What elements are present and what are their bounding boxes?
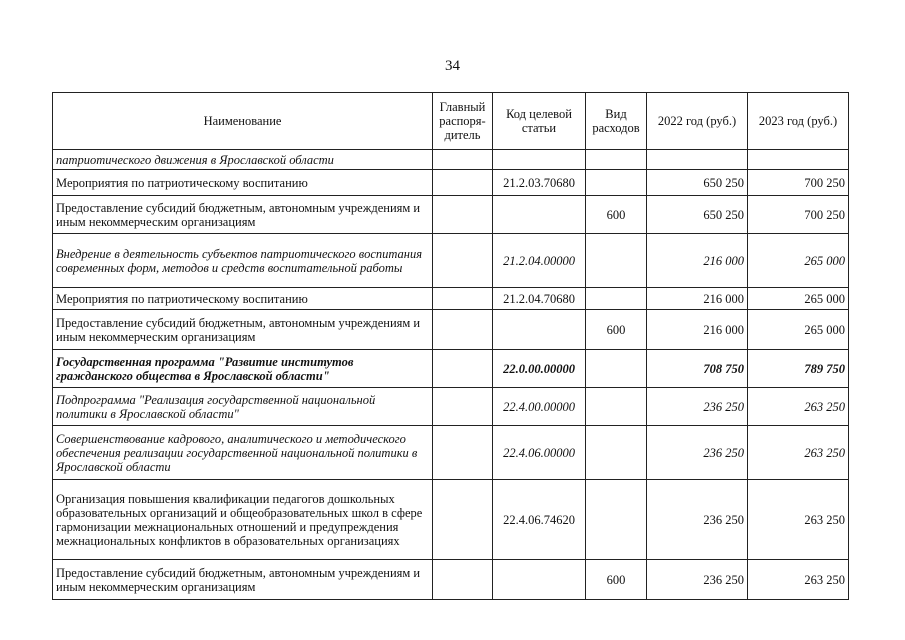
cell-code (493, 150, 586, 170)
header-code: Код целевой статьи (493, 93, 586, 150)
cell-manager (433, 350, 493, 388)
cell-manager (433, 480, 493, 560)
cell-name: Предоставление субсидий бюджетным, автономным учреждениям и иным некоммерческим организациям (53, 196, 433, 234)
cell-code (493, 560, 586, 600)
cell-expense-type (586, 170, 647, 196)
cell-code: 21.2.04.00000 (493, 234, 586, 288)
cell-name: Подпрограмма "Реализация государственной национальной политики в Ярославской области" (53, 388, 433, 426)
cell-2023: 700 250 (748, 196, 849, 234)
cell-2022: 216 000 (647, 234, 748, 288)
cell-name: Внедрение в деятельность субъектов патриотического воспитания современных форм, методов и средств воспитательной работы (53, 234, 433, 288)
cell-2023: 789 750 (748, 350, 849, 388)
cell-2023: 265 000 (748, 310, 849, 350)
cell-2023: 263 250 (748, 388, 849, 426)
header-name: Наименование (53, 93, 433, 150)
cell-name: Мероприятия по патриотическому воспитанию (53, 170, 433, 196)
table-row (53, 234, 849, 288)
cell-2022 (647, 150, 748, 170)
cell-code: 22.0.00.00000 (493, 350, 586, 388)
cell-name: Государственная программа "Развитие институтов гражданского общества в Ярославской области" (53, 350, 433, 388)
table-row (53, 426, 849, 480)
table-row (53, 480, 849, 560)
cell-expense-type (586, 426, 647, 480)
cell-name: Совершенствование кадрового, аналитического и методического обеспечения реализации государственной национальной политики в Ярославской области (53, 426, 433, 480)
cell-manager (433, 426, 493, 480)
cell-2023 (748, 150, 849, 170)
page-number: 34 (445, 58, 460, 74)
table-row (53, 388, 849, 426)
cell-manager (433, 560, 493, 600)
cell-code (493, 196, 586, 234)
cell-2022: 216 000 (647, 288, 748, 310)
table-body (53, 150, 849, 600)
cell-code: 22.4.06.00000 (493, 426, 586, 480)
cell-manager (433, 388, 493, 426)
table-row (53, 288, 849, 310)
header-2022: 2022 год (руб.) (647, 93, 748, 150)
header-expense-type: Вид расходов (586, 93, 647, 150)
cell-code: 21.2.04.70680 (493, 288, 586, 310)
cell-expense-type: 600 (586, 196, 647, 234)
cell-manager (433, 196, 493, 234)
cell-code: 21.2.03.70680 (493, 170, 586, 196)
table-row (53, 560, 849, 600)
cell-code: 22.4.06.74620 (493, 480, 586, 560)
cell-2022: 236 250 (647, 480, 748, 560)
cell-expense-type (586, 480, 647, 560)
cell-2023: 700 250 (748, 170, 849, 196)
cell-manager (433, 288, 493, 310)
cell-name: Предоставление субсидий бюджетным, автономным учреждениям и иным некоммерческим организациям (53, 310, 433, 350)
cell-2022: 236 250 (647, 426, 748, 480)
cell-expense-type (586, 350, 647, 388)
cell-2022: 650 250 (647, 196, 748, 234)
table-row (53, 196, 849, 234)
cell-2023: 263 250 (748, 426, 849, 480)
cell-2022: 236 250 (647, 560, 748, 600)
cell-manager (433, 170, 493, 196)
cell-manager (433, 310, 493, 350)
cell-2023: 265 000 (748, 288, 849, 310)
cell-name: патриотического движения в Ярославской области (53, 150, 433, 170)
cell-manager (433, 150, 493, 170)
header-2023: 2023 год (руб.) (748, 93, 849, 150)
budget-table (52, 92, 849, 600)
cell-name: Мероприятия по патриотическому воспитанию (53, 288, 433, 310)
cell-manager (433, 234, 493, 288)
table-row (53, 170, 849, 196)
cell-name: Предоставление субсидий бюджетным, автономным учреждениям и иным некоммерческим организациям (53, 560, 433, 600)
cell-2022: 650 250 (647, 170, 748, 196)
cell-code: 22.4.00.00000 (493, 388, 586, 426)
cell-2022: 236 250 (647, 388, 748, 426)
cell-expense-type (586, 234, 647, 288)
cell-expense-type: 600 (586, 560, 647, 600)
header-manager: Главный распоря-дитель (433, 93, 493, 150)
cell-name: Организация повышения квалификации педагогов дошкольных образовательных организаций и общеобразовательных школ в сфере гармонизации межнациональных отношений и предупреждения межнациональных конфликтов в образовательных организациях (53, 480, 433, 560)
cell-expense-type: 600 (586, 310, 647, 350)
cell-2023: 263 250 (748, 480, 849, 560)
cell-2022: 216 000 (647, 310, 748, 350)
cell-2022: 708 750 (647, 350, 748, 388)
table-header-row (53, 93, 849, 150)
cell-2023: 263 250 (748, 560, 849, 600)
table-row (53, 150, 849, 170)
table-row (53, 350, 849, 388)
table-row (53, 310, 849, 350)
cell-2023: 265 000 (748, 234, 849, 288)
cell-expense-type (586, 150, 647, 170)
cell-code (493, 310, 586, 350)
cell-expense-type (586, 288, 647, 310)
cell-expense-type (586, 388, 647, 426)
